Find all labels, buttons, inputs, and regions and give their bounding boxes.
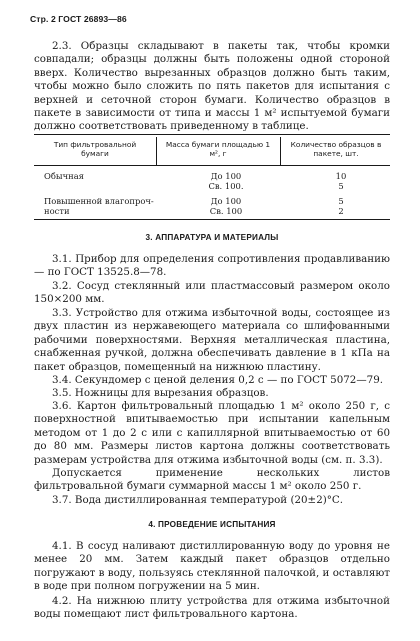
table-header-count: Количество образцов в пакете, шт. bbox=[290, 140, 382, 158]
page-header: Стр. 2 ГОСТ 26893—86 bbox=[30, 14, 127, 24]
table-cell-mass: Св. 100. bbox=[208, 181, 244, 191]
paragraph-4-1: 4.1. В сосуд наливают дистиллированную воду до уровня не менее 20 мм. Затем каждый пакет образцов отдельно погружают в воду, пользуясь стеклянной палочкой, и оставляют в воде при полном погружении на 5 мин. bbox=[34, 540, 390, 593]
paragraph-3-4: 3.4. Секундомер с ценой деления 0,2 с — по ГОСТ 5072—79. bbox=[52, 374, 384, 386]
table-cell-mass: До 100 bbox=[210, 196, 242, 206]
paragraph-3-2: 3.2. Сосуд стеклянный или пластмассовый размером около 150×200 мм. bbox=[34, 280, 390, 306]
paragraph-3-3: 3.3. Устройство для отжима избыточной воды, состоящее из двух пластин из нержавеющего материала со шлифованными рабочими поверхностями. Верхняя металлическая пластина, снабженная ручкой, должна обеспечивать давление в 1 кПа на пакет образцов, помещенный на нижнюю пластину. bbox=[34, 307, 390, 373]
table-header-mass: Масса бумаги площадью 1 м², г bbox=[165, 140, 271, 158]
table-header-type: Тип фильтровальной бумаги bbox=[53, 140, 137, 158]
table-cell-count: 5 bbox=[338, 196, 344, 206]
table-cell-type: ности bbox=[44, 206, 70, 216]
table-divider bbox=[280, 137, 281, 165]
table-cell-type: Обычная bbox=[44, 171, 84, 181]
table-cell-type: Повышенной влагопроч- bbox=[44, 196, 154, 206]
section-4-title: 4. ПРОВЕДЕНИЕ ИСПЫТАНИЯ bbox=[148, 520, 276, 529]
paragraph-2-3: 2.3. Образцы складывают в пакеты так, чтобы кромки совпадали; образцы должны быть положены одной стороной вверх. Количество вырезанных образцов должно быть таким, чтобы можно было сложить по пять пакетов для испытания с верхней и сеточной сторон бумаги. Количество образцов в пакете в зависимости от типа и массы 1 м² испытуемой бумаги должно соответствовать приведенному в таблице. bbox=[34, 40, 390, 133]
paragraph-3-7: 3.7. Вода дистиллированная температурой (20±2)°С. bbox=[52, 494, 344, 506]
paragraph-4-2: 4.2. На нижнюю плиту устройства для отжима избыточной воды помещают лист фильтровального картона. bbox=[34, 595, 390, 621]
table-cell-count: 2 bbox=[338, 206, 344, 216]
table-cell-count: 5 bbox=[338, 181, 344, 191]
paragraph-3-6: 3.6. Картон фильтровальный площадью 1 м² около 250 г, с поверхностной впитываемостью при испытании капельным методом от 1 до 2 с или с капиллярной впитываемостью от 60 до 80 мм. Размеры листов картона должны соответствовать размерам устройства для отжима избыточной воды (см. п. 3.3). bbox=[34, 400, 390, 466]
table-header-rule bbox=[34, 165, 390, 166]
table-cell-mass: До 100 bbox=[210, 171, 242, 181]
paragraph-3-5: 3.5. Ножницы для вырезания образцов. bbox=[52, 387, 269, 399]
section-3-title: 3. АППАРАТУРА И МАТЕРИАЛЫ bbox=[145, 233, 279, 242]
paragraph-3-1: 3.1. Прибор для определения сопротивления продавливанию — по ГОСТ 13525.8—78. bbox=[34, 253, 390, 279]
paragraph-3-6-note: Допускается применение нескольких листов фильтровальной бумаги суммарной массы 1 м² около 250 г. bbox=[34, 467, 390, 493]
table-divider bbox=[156, 137, 157, 165]
table-top-rule bbox=[34, 134, 390, 135]
table-cell-count: 10 bbox=[335, 171, 347, 181]
table-cell-mass: Св. 100 bbox=[209, 206, 243, 216]
table-bottom-rule bbox=[34, 219, 390, 220]
